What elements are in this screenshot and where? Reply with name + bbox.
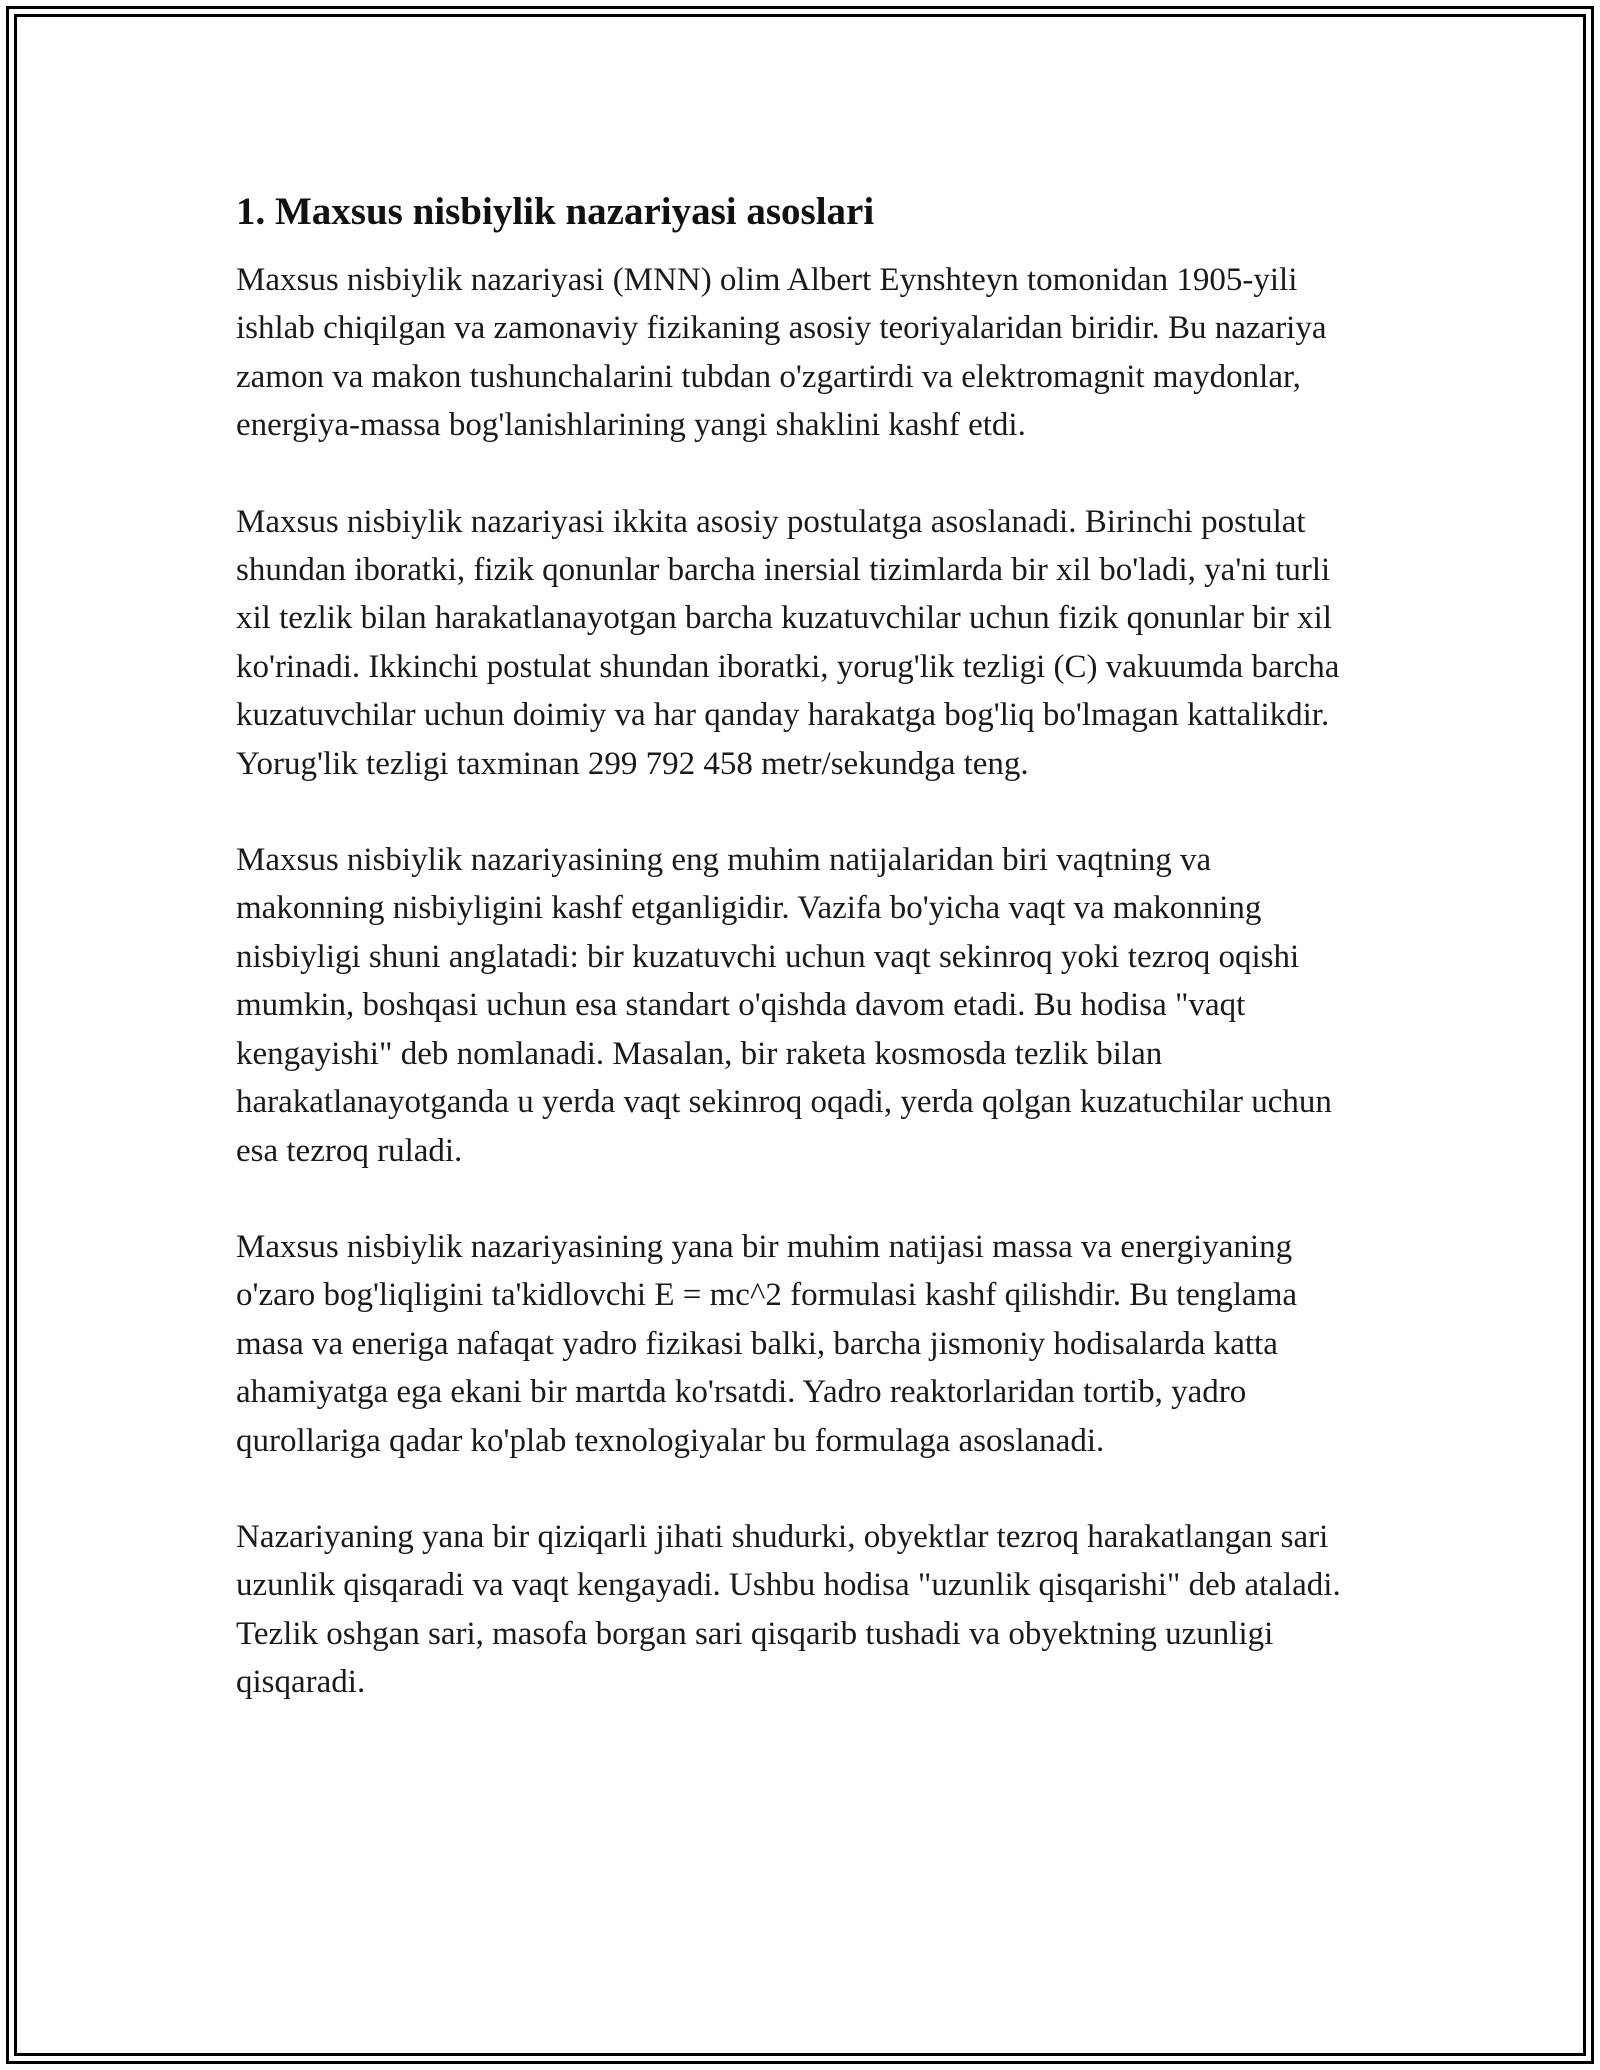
paragraph-time-dilation: Maxsus nisbiylik nazariyasining eng muhim natijalaridan biri vaqtning va makonning nisbiyligini kashf etganligidir. Vazifa bo'yicha vaqt va makonning nisbiyligi shuni anglatadi: bir kuzatuvchi uchun vaqt sekinroq yoki tezroq oqishi mumkin, boshqasi uchun esa standart o'qishda davom etadi. Bu hodisa "vaqt kengayishi" deb nomlanadi. Masalan, bir raketa kosmosda tezlik bilan harakatlanayotganda u yerda vaqt sekinroq oqadi, yerda qolgan kuzatuchilar uchun esa tezroq ruladi. xyxy=(236,842,1332,1169)
paragraph-introduction: Maxsus nisbiylik nazariyasi (MNN) olim Albert Eynshteyn tomonidan 1905-yili ishlab chiqilgan va zamonaviy fizikaning asosiy teoriyalaridan biridir. Bu nazariya zamon va makon tushunchalarini tubdan o'zgartirdi va elektromagnit maydonlar, energiya-massa bog'lanishlarining yangi shaklini kashf etdi. xyxy=(236,262,1327,444)
paragraph-length-contraction: Nazariyaning yana bir qiziqarli jihati shudurki, obyektlar tezroq harakatlangan sari uzunlik qisqaradi va vaqt kengayadi. Ushbu hodisa "uzunlik qisqarishi" deb ataladi. Tezlik oshgan sari, masofa borgan sari qisqarib tushadi va obyektning uzunligi qisqaradi. xyxy=(236,1518,1341,1701)
document-body xyxy=(236,188,1366,1755)
paragraph-mass-energy: Maxsus nisbiylik nazariyasining yana bir muhim natijasi massa va energiyaning o'zaro bog'liqligini ta'kidlovchi E = mc^2 formulasi kashf qilishdir. Bu tenglama masa va eneriga nafaqat yadro fizikasi balki, barcha jismoniy hodisalarda katta ahamiyatga ega ekani bir martda ko'rsatdi. Yadro reaktorlaridan tortib, yadro qurollariga qadar ko'plab texnologiyalar bu formulaga asoslanadi. xyxy=(236,1228,1298,1459)
paragraph-postulates: Maxsus nisbiylik nazariyasi ikkita asosiy postulatga asoslanadi. Birinchi postulat shundan iboratki, fizik qonunlar barcha inersial tizimlarda bir xil bo'ladi, ya'ni turli xil tezlik bilan harakatlanayotgan barcha kuzatuvchilar uchun fizik qonunlar bir xil ko'rinadi. Ikkinchi postulat shundan iboratki, yorug'lik tezligi (C) vakuumda barcha kuzatuvchilar uchun doimiy va har qanday harakatga bog'liq bo'lmagan kattalikdir. Yorug'lik tezligi taxminan 299 792 458 metr/sekundga teng. xyxy=(236,503,1340,782)
section-heading: 1. Maxsus nisbiylik nazariyasi asoslari xyxy=(236,190,875,233)
